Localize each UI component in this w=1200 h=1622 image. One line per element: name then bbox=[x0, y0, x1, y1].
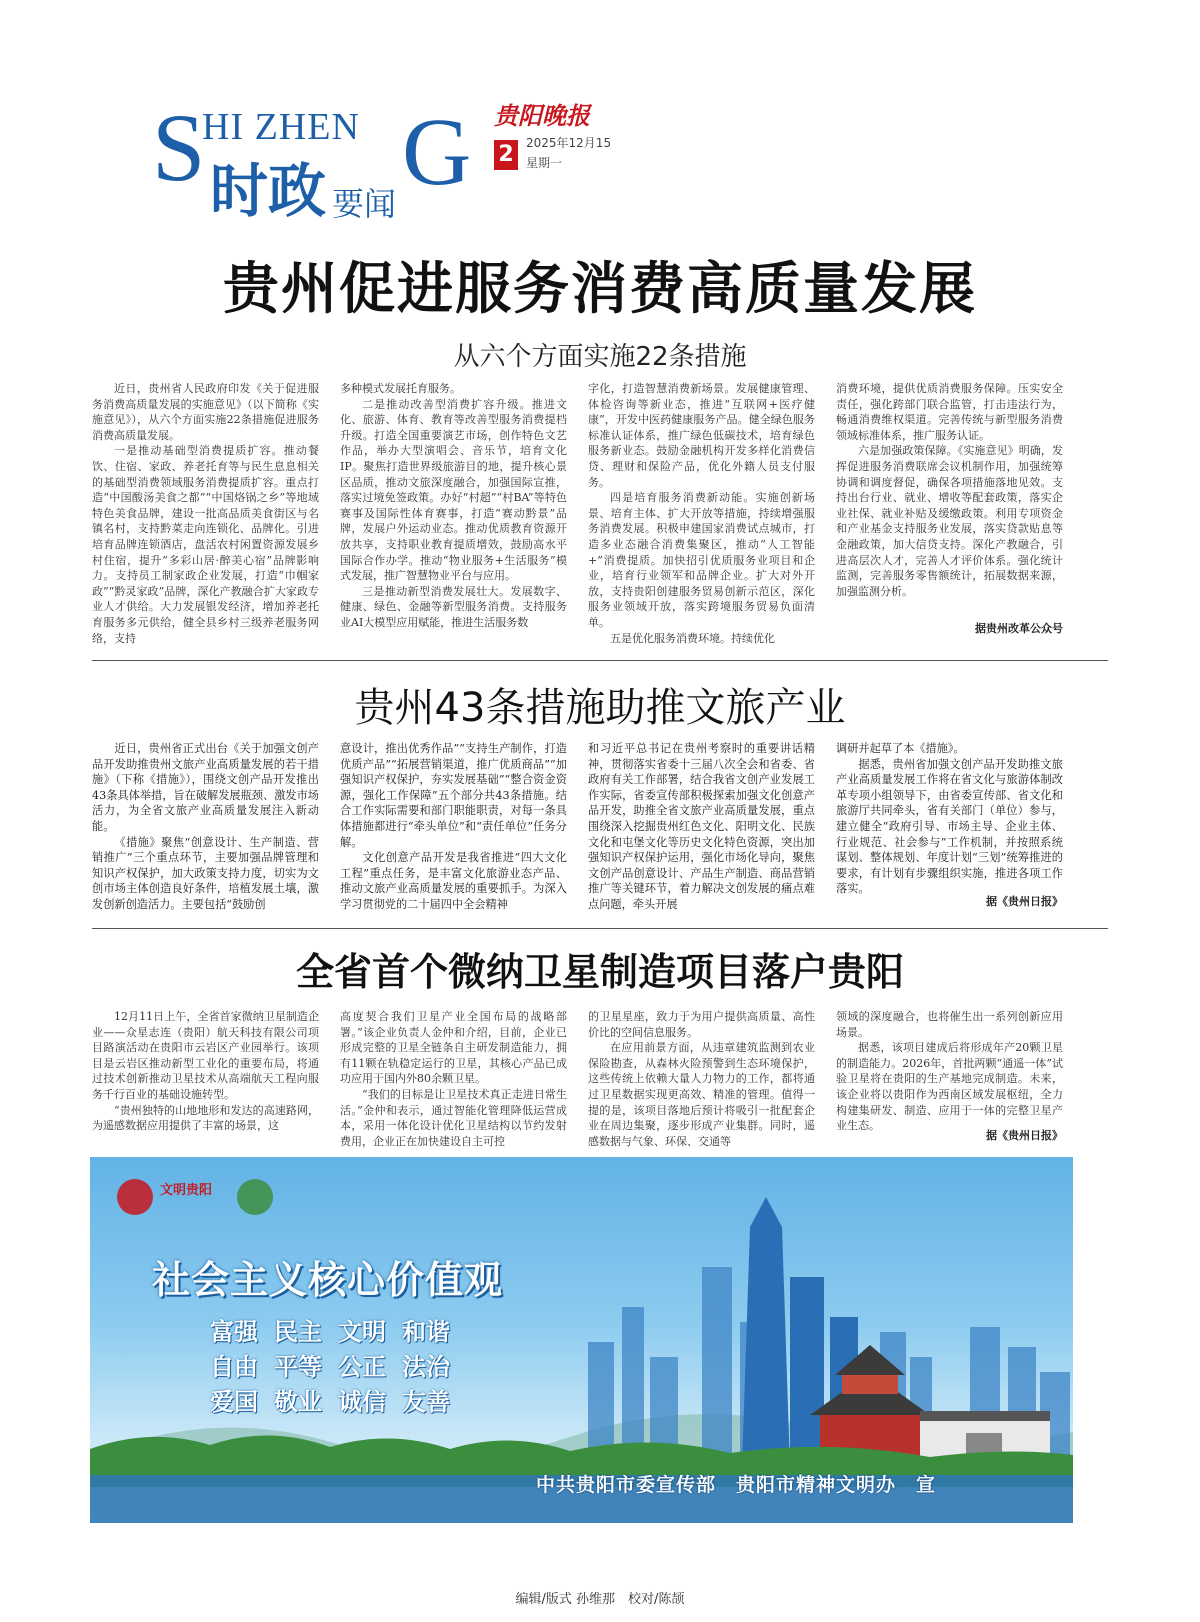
paragraph: 字化，打造智慧消费新场景。发展健康管理、体检咨询等新业态，推进“互联网+医疗健康”，开发中医药健康服务产品。健全绿色服务标准认证体系，推广绿色低碳技术，培育绿色服务新业态。鼓励金融机构开发多样化消费信贷、理财和保险产品，优化外籍人员支付服务。 bbox=[588, 382, 815, 489]
article1-source: 据贵州改革公众号 bbox=[975, 622, 1063, 635]
paragraph: 的卫星星座，致力于为用户提供高质量、高性价比的空间信息服务。 bbox=[588, 1010, 815, 1039]
value-word: 和谐 bbox=[402, 1318, 450, 1346]
page-number: 2 bbox=[494, 140, 518, 170]
civilization-logo-text: 文明贵阳 bbox=[160, 1183, 213, 1198]
values-row-3 bbox=[210, 1382, 466, 1417]
paragraph: 消费环境，提供优质消费服务保障。压实安全责任，强化跨部门联合监管，打击违法行为，畅通消费维权渠道。完善传统与新型服务消费领域标准体系，推广服务认证。 bbox=[836, 382, 1063, 442]
article2-source: 据《贵州日报》 bbox=[986, 895, 1063, 908]
article2-column-4 bbox=[836, 741, 1063, 896]
section-title: 时政 bbox=[210, 157, 327, 225]
paragraph: “贵州独特的山地地形和发达的高速路网，为遥感数据应用提供了丰富的场景，这 bbox=[92, 1103, 319, 1133]
value-word: 自由 bbox=[210, 1353, 258, 1381]
paragraph: 一是推动基础型消费提质扩容。推动餐饮、住宿、家政、养老托育等与民生息息相关的基础型消费领域服务消费提质扩容。重点打造“中国酸汤美食之都”“中国烙锅之乡”等地域特色美食品牌，建设一批高品质美食街区与名镇名村，支持黔菜走向连锁化、品牌化。引进培育品牌连锁酒店，盘活农村闲置资源发展乡村住宿，提升“多彩山居·醉美心宿”品牌影响力。支持员工制家政企业发展，打造“巾帼家政”“黔灵家政”品牌，深化产教融合扩大家政专业人才供给。大力发展银发经济，增加养老托育服务多元供给，健全县乡村三级养老服务网络，支持 bbox=[92, 444, 319, 645]
article1-headline: 贵州促进服务消费高质量发展 bbox=[223, 257, 977, 322]
subsection-title: 要闻 bbox=[332, 185, 397, 223]
paragraph: “我们的目标是让卫星技术真正走进日常生活。”金仲和表示，通过智能化管理降低运营成本，采用一体化设计优化卫星结构以节约发射费用，企业正在加快建设自主可控 bbox=[340, 1087, 567, 1148]
divider bbox=[92, 928, 1108, 929]
paragraph: 三是推动新型消费发展壮大。发展数字、健康、绿色、金融等新型服务消费。支持服务业AI大模型应用赋能，推进生活服务数 bbox=[340, 584, 567, 629]
article1-column-3 bbox=[588, 381, 815, 645]
article1-column-1 bbox=[92, 381, 319, 645]
value-word: 诚信 bbox=[338, 1388, 386, 1416]
value-word: 敬业 bbox=[274, 1388, 322, 1416]
value-word: 文明 bbox=[338, 1318, 386, 1346]
masthead-letter-g: G bbox=[402, 98, 472, 205]
paragraph: 四是培育服务消费新动能。实施创新场景、培育主体、扩大开放等措施，持续增强服务消费发展。积极申建国家消费试点城市，打造多业态融合消费集聚区，推动“人工智能+”消费提质。加快招引优质服务业项目和企业，培育行业领军和品牌企业。扩大对外开放，支持贵阳创建服务贸易创新示范区，深化服务业领域开放，落实跨境服务贸易负面清单。 bbox=[588, 491, 815, 629]
value-word: 法治 bbox=[402, 1353, 450, 1381]
paragraph: 意设计，推出优秀作品”“支持生产制作，打造优质产品”“拓展营销渠道，推广优质商品”“加强知识产权保护，夯实发展基础”“整合资金资源，强化工作保障”五个部分共43条措施。结合工作实际需要和部门职能职责，对每一条具体措施都进行“牵头单位”和“责任单位”任务分解。 bbox=[340, 742, 567, 849]
article3-column-1 bbox=[92, 1009, 319, 1145]
paragraph: 高度契合我们卫星产业全国布局的战略部署。”该企业负责人金仲和介绍，目前，企业已形成完整的卫星全链条自主研发制造能力，拥有11颗在轨稳定运行的卫星，其核心产品已成功应用于国内外80余颗卫星。 bbox=[340, 1010, 567, 1086]
paragraph: 多种模式发展托育服务。 bbox=[340, 382, 461, 395]
value-word: 爱国 bbox=[210, 1388, 258, 1416]
value-word: 公正 bbox=[338, 1353, 386, 1381]
banner-publisher: 中共贵阳市委宣传部 贵阳市精神文明办 宣 bbox=[536, 1474, 937, 1496]
paragraph: 二是推动改善型消费扩容升级。推进文化、旅游、体育、教育等改善型服务消费提档升级。打造全国重要演艺市场，创作特色文艺作品，举办大型演唱会、音乐节，培育文化IP。聚焦打造世界级旅游目的地，提升核心景区品质，推动文旅深度融合，加强国际宣推，落实过境免签政策。办好“村超”“村BA”等特色赛事及国际性体育赛事，打造“赛动黔景”品牌，发展户外运动业态。推动优质教育资源开放共享，支持职业教育提质增效，鼓励高水平国际合作办学。推动“物业服务+生活服务”模式发展，推广智慧物业平台与应用。 bbox=[340, 397, 567, 583]
issue-date: 2025年12月15 bbox=[526, 136, 612, 150]
issue-weekday: 星期一 bbox=[526, 156, 563, 170]
article3-column-2 bbox=[340, 1009, 567, 1148]
paragraph: 六是加强政策保障。《实施意见》明确，发挥促进服务消费联席会议机制作用，加强统筹协调和调度督促，确保各项措施落地见效。支持出台行业、就业、增收等配套政策，落实企业社保、就业补贴及缓缴政策。利用专项资金和产业基金支持服务业发展，落实贷款贴息等金融政策，加大信贷支持。深化产教融合，引进高层次人才，完善人才评价体系。强化统计监测，完善服务零售额统计，拓展数据来源，加强监测分析。 bbox=[836, 444, 1063, 598]
article2-column-2 bbox=[340, 741, 567, 913]
paragraph: 和习近平总书记在贵州考察时的重要讲话精神，贯彻落实省委十三届八次全会和省委、省政府有关工作部署，结合我省文创产业发展工作实际，省委宣传部积极探索加强文化创意产品开发，助推全省文旅产业高质量发展，重点围绕深入挖掘贵州红色文化、阳明文化、民族文化和屯堡文化等历史文化特色资源，突出加强知识产权保护运用，强化市场化导向，聚焦文创产品创意设计、产品生产制造、商品营销推广等关键环节，着力解决文创发展的痛点难点问题，牵头开展 bbox=[588, 742, 815, 911]
core-values-banner bbox=[90, 1157, 1073, 1523]
article3-column-4 bbox=[836, 1009, 1063, 1133]
article3-source: 据《贵州日报》 bbox=[986, 1129, 1063, 1142]
article2-column-1 bbox=[92, 741, 319, 913]
paragraph: 调研并起草了本《措施》。 bbox=[836, 742, 965, 755]
page-credits: 编辑/版式 孙维那 校对/陈颉 bbox=[515, 1592, 685, 1607]
paragraph: 12月11日上午，全省首家微纳卫星制造企业——众星志连（贵阳）航天科技有限公司项目路演活动在贵阳市云岩区产业园举行。该项目是云岩区推动新型工业化的重要布局，将通过技术创新推动卫星技术从高端航天工程向服务千行百业的基础设施转型。 bbox=[92, 1010, 319, 1101]
value-word: 民主 bbox=[274, 1318, 322, 1346]
article3-headline: 全省首个微纳卫星制造项目落户贵阳 bbox=[295, 950, 904, 994]
paragraph: 近日，贵州省人民政府印发《关于促进服务消费高质量发展的实施意见》（以下简称《实施意见》），从六个方面实施22条措施促进服务消费高质量发展。 bbox=[92, 382, 319, 442]
divider bbox=[92, 660, 1108, 661]
article1-column-2 bbox=[340, 381, 567, 637]
article2-headline: 贵州43条措施助推文旅产业 bbox=[354, 685, 846, 731]
banner-title: 社会主义核心价值观 bbox=[152, 1258, 504, 1302]
paragraph: 据悉，该项目建成后将形成年产20颗卫星的制造能力。2026年，首批两颗“通遥一体”试验卫星将在贵阳的生产基地完成制造。未来，该企业将以贵阳作为西南区域发展枢纽，全力构建集研发、制造、应用于一体的完整卫星产业生态。 bbox=[836, 1041, 1063, 1133]
masthead-letter-s: S bbox=[152, 94, 206, 201]
paragraph: 近日，贵州省正式出台《关于加强文创产品开发助推贵州文旅产业高质量发展的若干措施》（下称《措施》），围绕文创产品开发推出43条具体举措，旨在破解发展瓶颈、激发市场活力，为全省文旅产业高质量发展注入新动能。 bbox=[92, 742, 319, 833]
paragraph: 文化创意产品开发是我省推进“四大文化工程”重点任务，是丰富文化旅游业态产品、推动文旅产业高质量发展的重要抓手。为深入学习贯彻党的二十届四中全会精神 bbox=[340, 851, 567, 911]
values-row-2 bbox=[210, 1347, 466, 1382]
value-word: 友善 bbox=[402, 1388, 450, 1416]
article2-column-3 bbox=[588, 741, 815, 913]
value-word: 平等 bbox=[274, 1353, 322, 1381]
paragraph: 在应用前景方面，从违章建筑监测到农业保险勘查，从森林火险预警到生态环境保护，这些传统上依赖大量人力物力的工作，都将通过卫星数据实现更高效、精准的管理。值得一提的是，该项目落地后预计将吸引一批配套企业在周边集聚，逐步形成产业集群。同时，遥感数据与气象、环保、交通等 bbox=[588, 1041, 815, 1148]
value-word: 富强 bbox=[210, 1318, 258, 1346]
masthead-pinyin: HI ZHEN bbox=[202, 106, 360, 148]
paper-logo: 贵阳晚报 bbox=[494, 101, 590, 130]
article3-column-3 bbox=[588, 1009, 815, 1148]
paragraph: 领域的深度融合，也将催生出一系列创新应用场景。 bbox=[836, 1010, 1063, 1039]
article1-column-4 bbox=[836, 381, 1063, 617]
paragraph: 《措施》聚焦“创意设计、生产制造、营销推广”三个重点环节，主要加强品牌管理和知识产权保护，加大政策支持力度，切实为文创市场主体创造良好条件，培植发展土壤，激发创新创造活力。主要包括“鼓励创 bbox=[92, 835, 319, 911]
paragraph: 五是优化服务消费环境。持续优化 bbox=[610, 631, 775, 645]
article1-subhead: 从六个方面实施22条措施 bbox=[453, 342, 747, 372]
values-row-1 bbox=[210, 1312, 466, 1347]
paragraph: 据悉，贵州省加强文创产品开发助推文旅产业高质量发展工作将在省文化与旅游体制改革专项小组领导下，由省委宣传部、省文化和旅游厅共同牵头，省有关部门（单位）参与，建立健全“政府引导、市场主导、企业主体、行业规范、社会参与”工作机制，并按照系统谋划、整体规划、年度计划“三划”统筹推进的要求，有计划有步骤组织实施，推进各项工作落实。 bbox=[836, 757, 1063, 896]
